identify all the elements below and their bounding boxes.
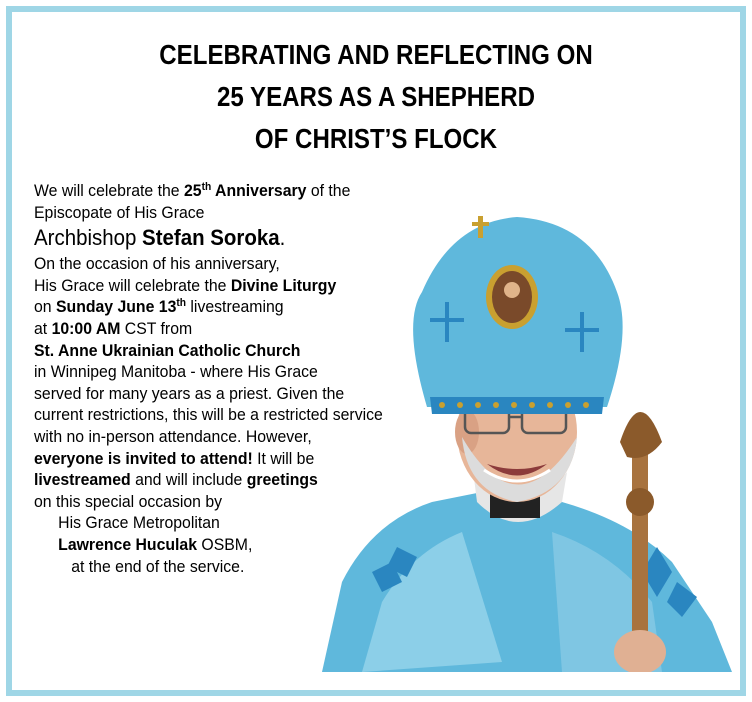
text-span: OSBM,: [197, 534, 253, 554]
livestreamed-text: livestreamed: [34, 470, 131, 490]
text-span: and will include: [130, 470, 247, 490]
ordinal-suffix: th: [201, 181, 212, 193]
event-time: 10:00 AM: [51, 318, 121, 338]
archbishop-name: Stefan Soroka: [142, 225, 280, 251]
hand: [614, 630, 666, 672]
title-line-2: 25 YEARS AS A SHEPHERD: [216, 81, 536, 112]
greetings-text: greetings: [246, 470, 318, 490]
text-line-10: served for many years as a priest. Given the: [34, 383, 345, 403]
crozier-knob: [620, 412, 662, 458]
invitation-text: everyone is invited to attend!: [34, 448, 253, 468]
text-span: livestreaming: [186, 297, 284, 317]
text-line-7: [34, 318, 425, 340]
text-line-6: [34, 296, 425, 318]
text-span: Archbishop: [34, 225, 143, 251]
crozier-node: [626, 488, 654, 516]
text-line-2: Episcopate of His Grace: [34, 202, 205, 222]
text-span: of the: [306, 181, 351, 200]
ordinal-suffix: th: [176, 297, 187, 310]
text-line-5: [34, 275, 425, 297]
text-span: on: [34, 297, 56, 317]
event-date: Sunday June 13: [55, 297, 177, 317]
text-line-16: His Grace Metropolitan: [58, 513, 220, 533]
divine-liturgy: Divine Liturgy: [230, 275, 337, 295]
anniversary-number: 25: [183, 181, 202, 200]
mitre-pearls: [439, 402, 589, 408]
text-line-17: [34, 534, 425, 556]
text-line-11: current restrictions, this will be a restricted service: [34, 405, 383, 425]
text-line-archbishop: [34, 223, 425, 253]
text-span: .: [279, 225, 286, 251]
title-line-1: CELEBRATING AND REFLECTING ON: [159, 39, 593, 70]
text-span: CST from: [120, 318, 193, 338]
text-line-12: with no in-person attendance. However,: [34, 426, 312, 446]
metropolitan-name: Lawrence Huculak: [58, 534, 198, 554]
text-line-1: [34, 180, 425, 202]
text-line-4: On the occasion of his anniversary,: [34, 254, 280, 274]
text-span: His Grace will celebrate the: [34, 275, 231, 295]
text-line-15: on this special occasion by: [34, 491, 223, 511]
text-span: at: [34, 318, 52, 338]
church-name: St. Anne Ukrainian Catholic Church: [34, 340, 301, 360]
text-span: It will be: [252, 448, 315, 468]
title-line-3: OF CHRIST’S FLOCK: [254, 123, 498, 154]
text-line-9: in Winnipeg Manitoba - where His Grace: [34, 362, 318, 382]
mitre-band: [430, 397, 604, 414]
announcement-text: [34, 180, 454, 577]
text-line-14: [34, 469, 425, 491]
text-line-18: at the end of the service.: [71, 556, 245, 576]
text-line-church: [34, 340, 425, 362]
poster-title: [63, 34, 689, 160]
text-line-13: [34, 448, 425, 470]
anniversary-word: Anniversary: [211, 181, 307, 200]
icon-face: [504, 282, 520, 298]
text-span: We will celebrate the: [34, 181, 184, 200]
poster-frame: [6, 6, 746, 696]
